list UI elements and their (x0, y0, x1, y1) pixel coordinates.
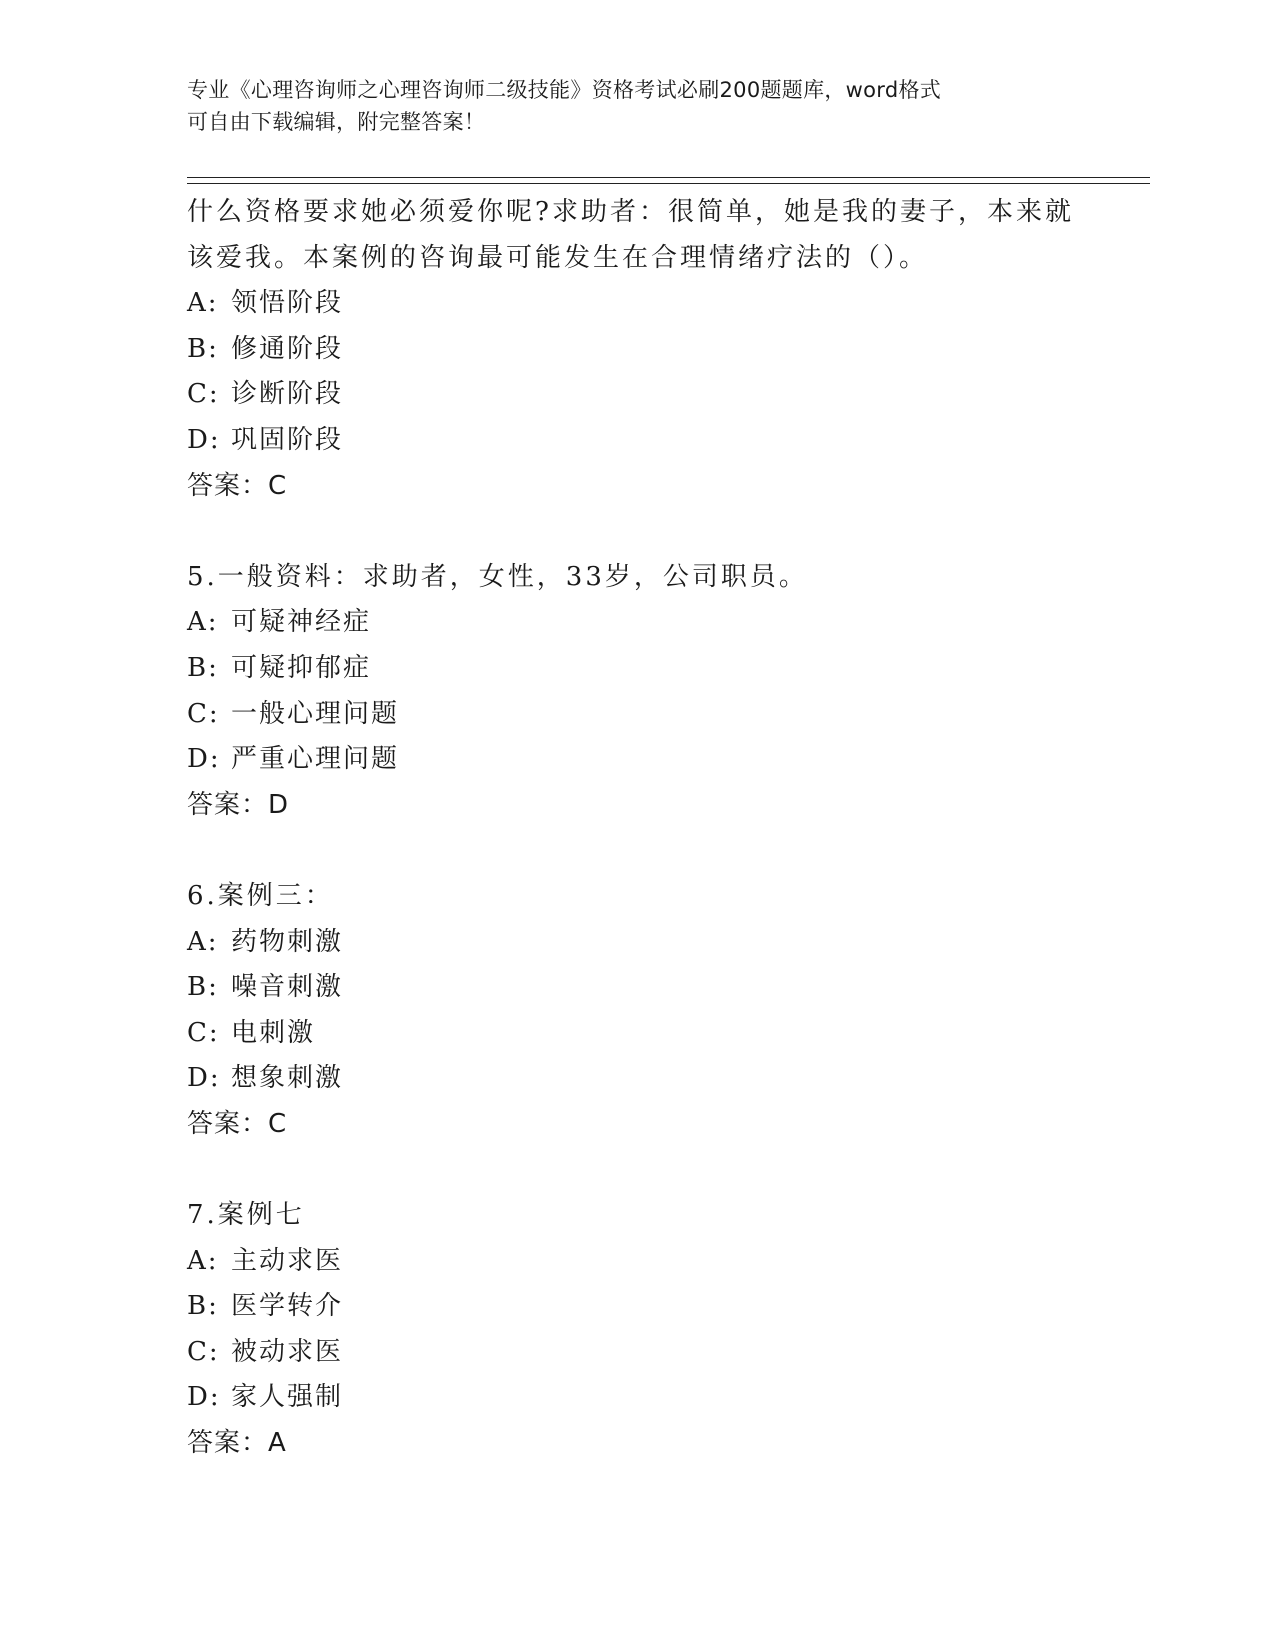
option-b (187, 965, 1087, 1011)
option-c (187, 372, 1087, 418)
spacer (187, 509, 1087, 555)
question-stem: 7.案例七 (187, 1200, 305, 1231)
option-letter: A: (187, 288, 219, 319)
option-text: 被动求医 (231, 1336, 344, 1367)
option-text: 领悟阶段 (231, 288, 344, 319)
option-text: 电刺激 (231, 1017, 316, 1048)
option-text: 医学转介 (231, 1291, 344, 1322)
option-letter: C: (187, 1017, 220, 1048)
option-a (187, 1239, 1087, 1285)
option-d (187, 737, 1087, 783)
answer-line: 答案：A (187, 1428, 287, 1459)
option-text: 家人强制 (231, 1382, 344, 1413)
option-letter: B: (187, 1291, 219, 1322)
option-letter: D: (187, 744, 221, 775)
option-text: 可疑抑郁症 (231, 652, 372, 683)
option-a (187, 281, 1087, 327)
option-b (187, 327, 1087, 373)
option-a (187, 600, 1087, 646)
question-text-line: 什么资格要求她必须爱你呢?求助者：很简单，她是我的妻子，本来就 (187, 197, 1074, 227)
option-letter: D: (187, 424, 221, 455)
option-letter: D: (187, 1063, 221, 1094)
option-c (187, 1330, 1087, 1376)
option-text: 巩固阶段 (231, 424, 344, 455)
header-title-line-2: 可自由下载编辑，附完整答案！ (187, 110, 486, 134)
spacer (187, 1147, 1087, 1193)
question-text-line: 该爱我。本案例的咨询最可能发生在合理情绪疗法的（）。 (187, 242, 929, 273)
option-text: 诊断阶段 (231, 379, 344, 410)
option-d (187, 1056, 1087, 1102)
option-letter: A: (187, 926, 219, 957)
question-block-5 (187, 555, 1087, 829)
header-title-line-1: 专业《心理咨询师之心理咨询师二级技能》资格考试必刷200题题库，word格式 (187, 78, 942, 102)
answer-line: 答案：C (187, 470, 288, 501)
option-b (187, 1284, 1087, 1330)
option-text: 药物刺激 (231, 926, 344, 957)
header-divider-top (187, 177, 1150, 178)
option-letter: D: (187, 1382, 221, 1413)
question-block-6 (187, 874, 1087, 1148)
option-letter: B: (187, 972, 219, 1003)
option-letter: C: (187, 698, 220, 729)
option-letter: B: (187, 652, 219, 683)
option-text: 严重心理问题 (231, 744, 400, 775)
question-stem: 6.案例三： (187, 880, 334, 911)
option-letter: C: (187, 379, 220, 410)
document-header (187, 74, 1087, 138)
option-a (187, 920, 1087, 966)
option-c (187, 1011, 1087, 1057)
option-letter: A: (187, 1245, 219, 1276)
option-text: 主动求医 (231, 1245, 344, 1276)
answer-line: 答案：D (187, 789, 290, 820)
option-text: 一般心理问题 (231, 698, 400, 729)
option-b (187, 646, 1087, 692)
option-text: 噪音刺激 (231, 972, 344, 1003)
option-text: 修通阶段 (231, 333, 344, 364)
question-stem: 5.一般资料：求助者，女性，33岁，公司职员。 (187, 561, 808, 592)
option-letter: C: (187, 1336, 220, 1367)
question-list (187, 190, 1087, 1467)
spacer (187, 828, 1087, 874)
option-d (187, 418, 1087, 464)
question-block-continued (187, 190, 1087, 509)
option-letter: A: (187, 607, 219, 638)
option-text: 可疑神经症 (231, 607, 372, 638)
answer-line: 答案：C (187, 1108, 288, 1139)
option-d (187, 1375, 1087, 1421)
question-block-7 (187, 1193, 1087, 1467)
option-text: 想象刺激 (231, 1063, 344, 1094)
option-c (187, 692, 1087, 738)
header-divider-bottom (187, 183, 1150, 184)
option-letter: B: (187, 333, 219, 364)
